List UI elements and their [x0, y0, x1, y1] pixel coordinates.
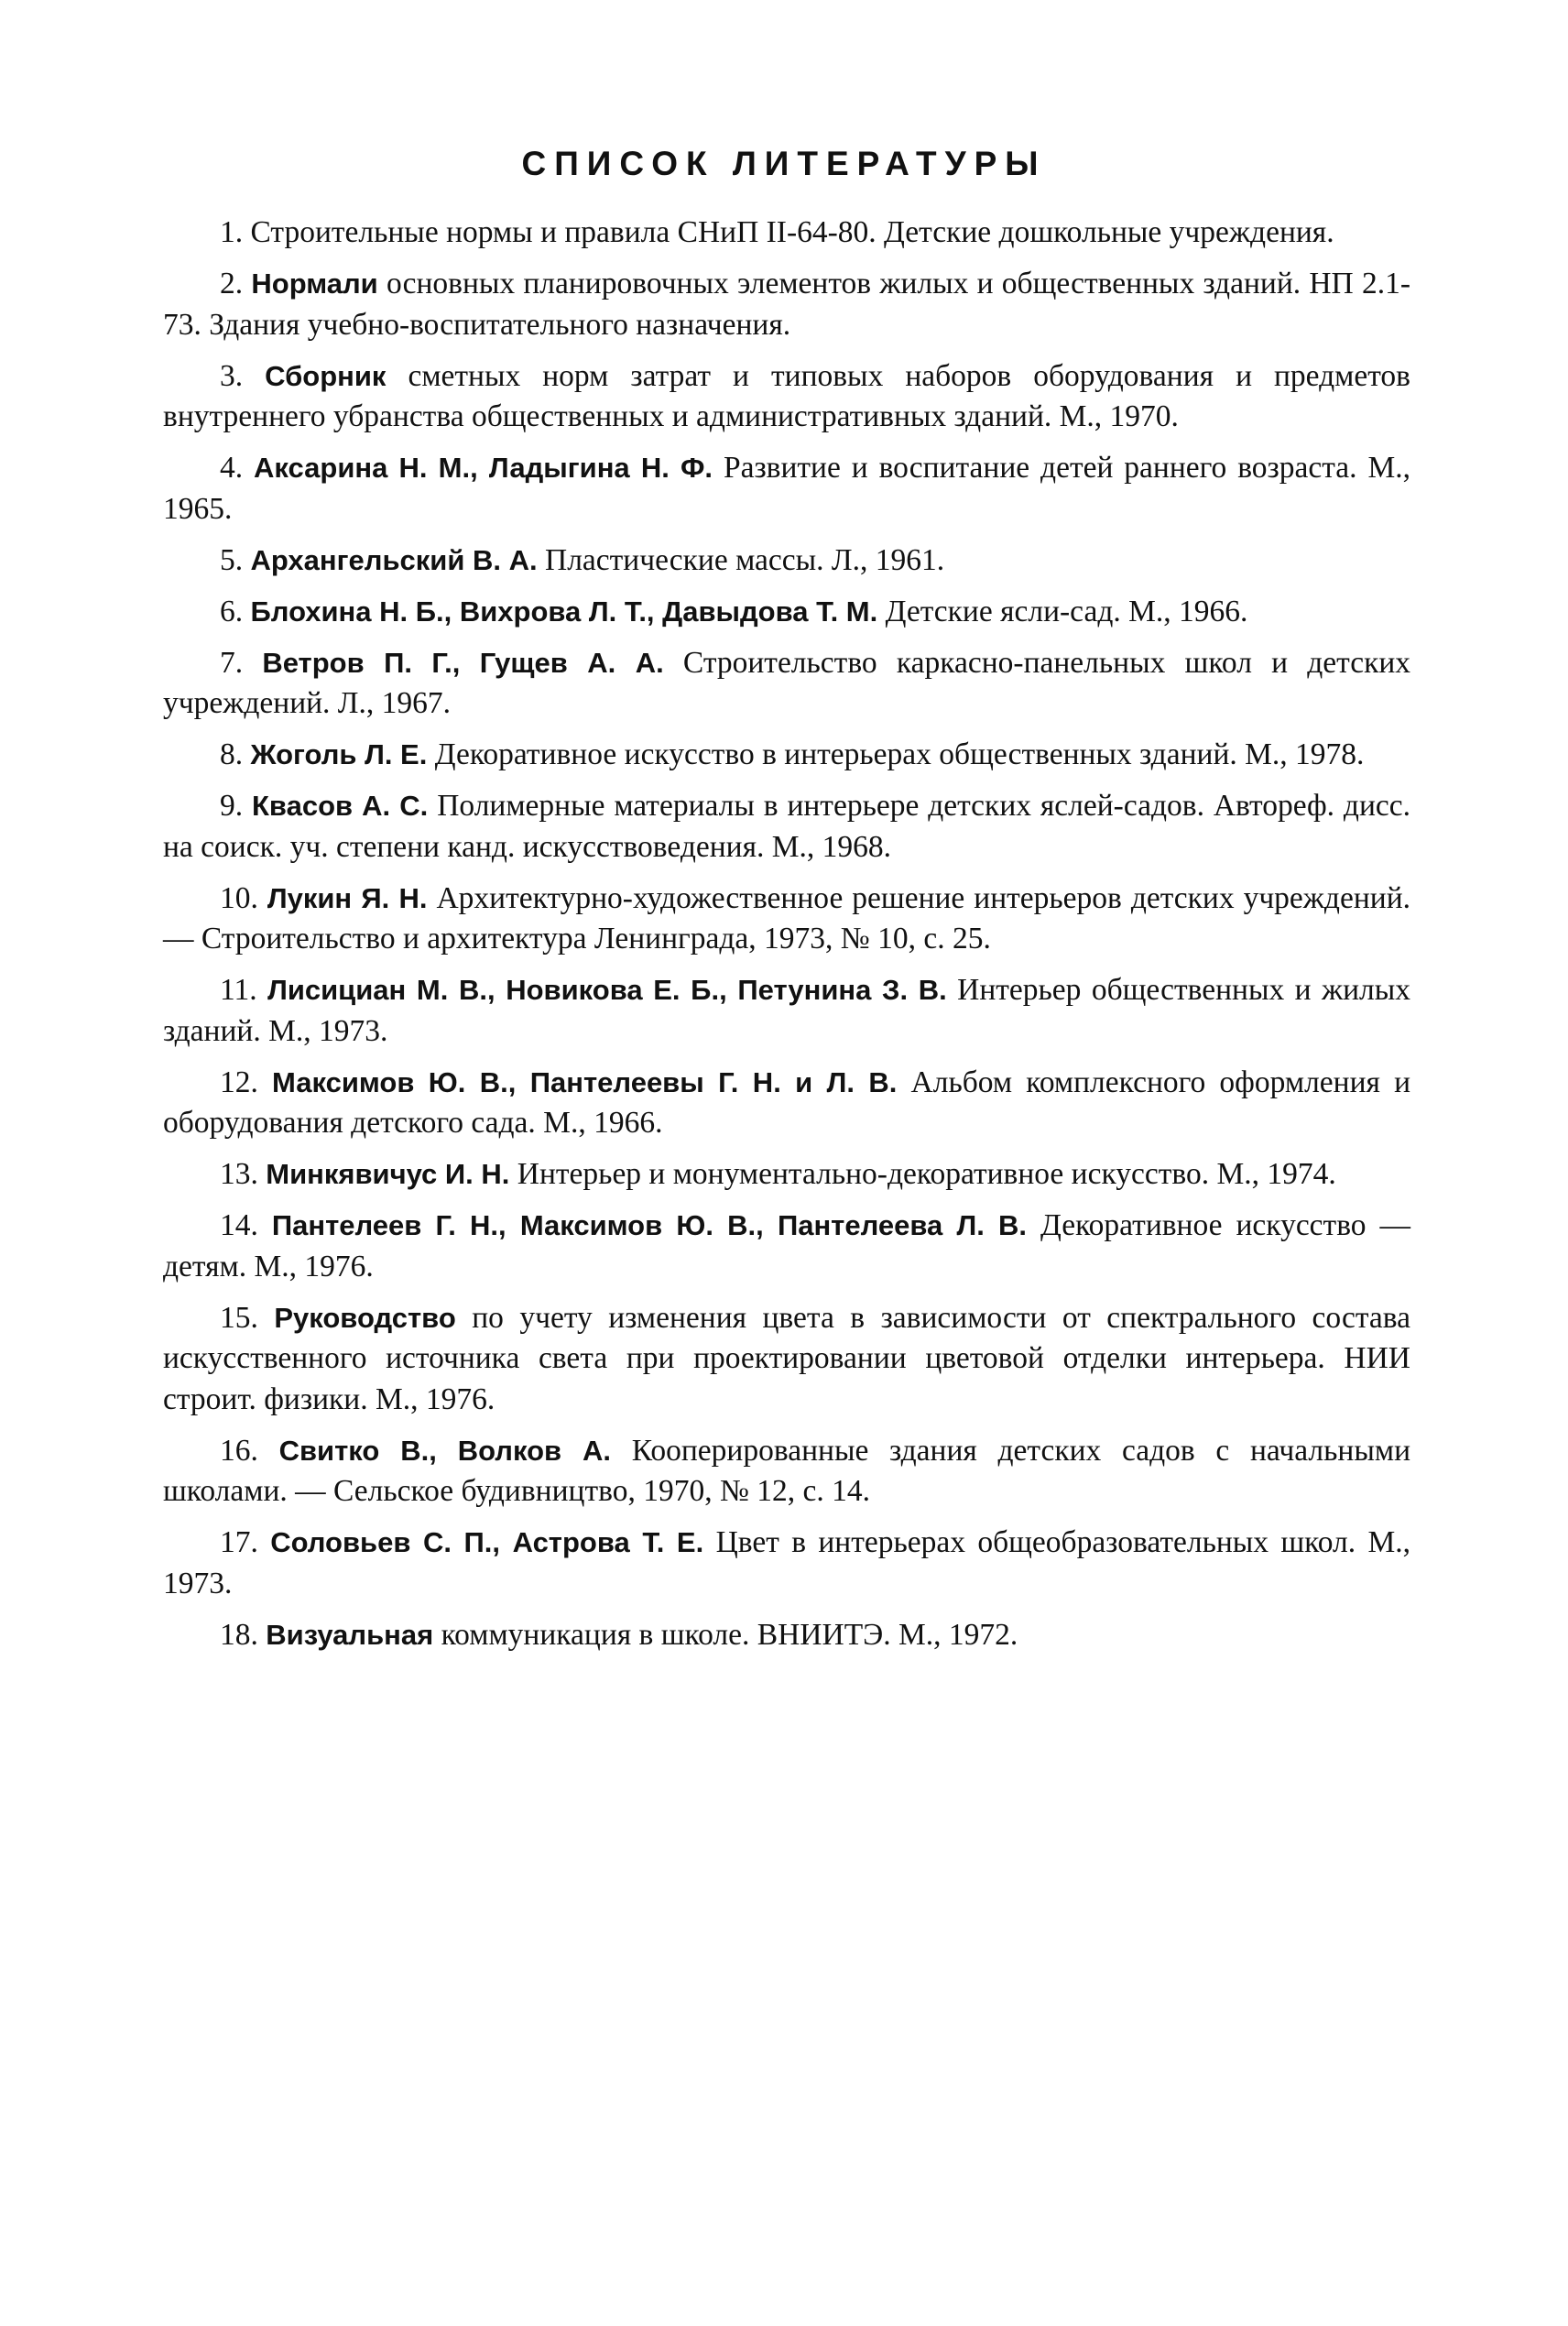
reference-item: [163, 1298, 1410, 1421]
reference-authors: Блохина Н. Б., Вихрова Л. Т., Давыдова Т. М.: [250, 595, 878, 628]
reference-item: [163, 1063, 1410, 1144]
reference-number: 3.: [220, 358, 244, 393]
reference-authors: Соловьев С. П., Астрова Т. Е.: [270, 1526, 704, 1558]
reference-text: по учету изменения цвета в зависимости от спектрального состава искусственного источника света при проектировании цветовой отделки интерьера. НИИ строит. физики. М., 1976.: [163, 1300, 1411, 1416]
reference-text: Развитие и воспитание детей раннего возраста. М., 1965.: [163, 451, 1410, 526]
reference-authors: Архангельский В. А.: [250, 543, 538, 576]
reference-item: [163, 786, 1410, 868]
reference-authors: Минкявичус И. Н.: [266, 1158, 510, 1190]
reference-text: Декоративное искусство — детям. М., 1976.: [163, 1208, 1410, 1283]
reference-authors: Свитко В., Волков А.: [278, 1434, 612, 1467]
reference-item: [163, 448, 1410, 530]
reference-authors: Сборник: [265, 359, 387, 392]
reference-authors: Руководство: [274, 1301, 456, 1334]
reference-number: 2.: [220, 267, 244, 300]
reference-number: 1.: [220, 215, 244, 249]
reference-text: Детские ясли-сад. М., 1966.: [885, 594, 1248, 628]
reference-text: Декоративное искусство в интерьерах общественных зданий. М., 1978.: [434, 737, 1365, 771]
reference-item: [163, 213, 1410, 254]
reference-number: 17.: [220, 1525, 258, 1559]
reference-number: 12.: [220, 1065, 258, 1099]
reference-text: Цвет в интерьерах общеобразовательных школ. М., 1973.: [163, 1525, 1411, 1600]
reference-number: 13.: [220, 1157, 258, 1191]
reference-item: [163, 970, 1410, 1052]
reference-number: 4.: [220, 451, 244, 485]
page-title: СПИСОК ЛИТЕРАТУРЫ: [521, 145, 1047, 182]
reference-text: Архитектурно-художественное решение интерьеров детских учреждений. — Строительство и архитектура Ленинграда, 1973, № 10, с. 25.: [163, 880, 1411, 956]
reference-text: коммуникация в школе. ВНИИТЭ. М., 1972.: [441, 1617, 1018, 1652]
reference-authors: Максимов Ю. В., Пантелеевы Г. Н. и Л. В.: [272, 1065, 898, 1098]
reference-item: [163, 356, 1410, 438]
reference-item: [163, 592, 1410, 633]
reference-text: Строительные нормы и правила СНиП II-64-80. Детские дошкольные учреждения.: [250, 215, 1334, 249]
reference-authors: Лисициан М. В., Новикова Е. Б., Петунина З. В.: [267, 974, 947, 1006]
reference-authors: Визуальная: [266, 1618, 434, 1651]
reference-item: [163, 264, 1410, 345]
reference-number: 7.: [220, 645, 244, 680]
reference-number: 16.: [220, 1433, 258, 1468]
reference-text: основных планировочных элементов жилых и общественных зданий. НП 2.1-73. Здания учебно-воспитательного назначения.: [163, 267, 1411, 342]
reference-authors: Жоголь Л. Е.: [250, 738, 428, 770]
reference-authors: Пантелеев Г. Н., Максимов Ю. В., Пантелеева Л. В.: [271, 1209, 1028, 1241]
reference-authors: Нормали: [251, 268, 378, 300]
reference-text: Кооперированные здания детских садов с начальными школами. — Сельское будивництво, 1970, № 12, с. 14.: [163, 1433, 1410, 1508]
reference-text: сметных норм затрат и типовых наборов оборудования и предметов внутреннего убранства общественных и административных зданий. М., 1970.: [163, 358, 1410, 433]
reference-item: [163, 1431, 1410, 1512]
reference-number: 5.: [220, 542, 244, 577]
reference-number: 15.: [220, 1300, 258, 1335]
reference-item: [163, 1615, 1410, 1656]
reference-number: 8.: [220, 737, 244, 771]
reference-text: Полимерные материалы в интерьере детских яслей-садов. Автореф. дисс. на соиск. уч. степени канд. искусствоведения. М., 1968.: [163, 789, 1411, 864]
reference-authors: Лукин Я. Н.: [267, 881, 428, 914]
reference-number: 6.: [220, 594, 244, 628]
reference-item: [163, 879, 1410, 960]
reference-number: 18.: [220, 1617, 258, 1652]
reference-item: [163, 541, 1410, 582]
reference-number: 10.: [220, 880, 258, 915]
reference-item: [163, 1206, 1410, 1287]
reference-number: 14.: [220, 1208, 258, 1242]
reference-item: [163, 735, 1410, 776]
reference-authors: Ветров П. Г., Гущев А. А.: [262, 646, 664, 679]
reference-item: [163, 1523, 1410, 1604]
reference-item: [163, 1154, 1410, 1196]
reference-text: Строительство каркасно-панельных школ и детских учреждений. Л., 1967.: [163, 645, 1411, 720]
reference-text: Альбом комплексного оформления и оборудования детского сада. М., 1966.: [163, 1065, 1411, 1140]
reference-text: Интерьер и монументально-декоративное искусство. М., 1974.: [517, 1157, 1336, 1191]
reference-authors: Аксарина Н. М., Ладыгина Н. Ф.: [254, 452, 713, 484]
reference-item: [163, 643, 1410, 725]
reference-list: [163, 213, 1410, 1655]
reference-authors: Квасов А. С.: [252, 790, 429, 822]
reference-number: 11.: [220, 973, 257, 1007]
reference-text: Интерьер общественных и жилых зданий. М., 1973.: [163, 973, 1411, 1048]
reference-text: Пластические массы. Л., 1961.: [545, 542, 945, 577]
reference-number: 9.: [220, 789, 244, 823]
